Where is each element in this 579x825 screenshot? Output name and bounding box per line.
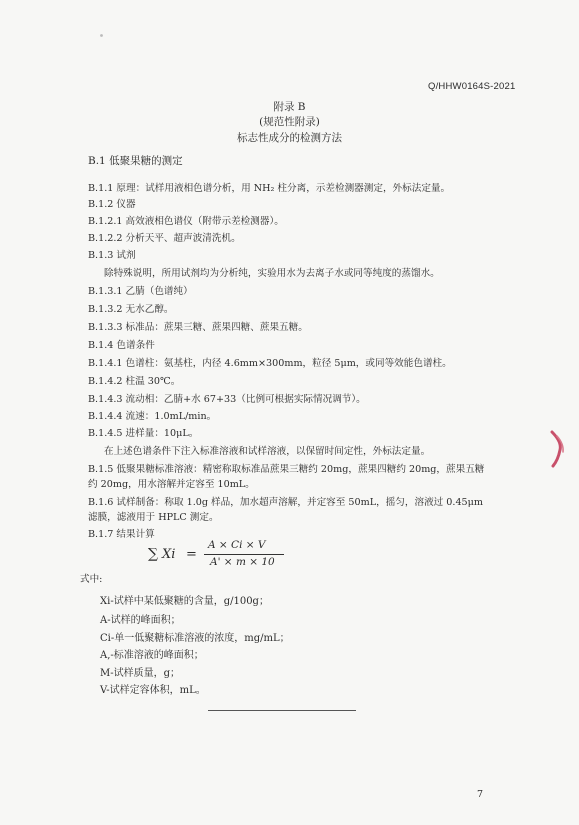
paragraph-line: B.1.5 低聚果糖标准溶液：精密称取标准品蔗果三糖约 20mg，蔗果四糖约 20mg，蔗果五糖 <box>88 464 485 475</box>
paragraph-line: 在上述色谱条件下注入标准溶液和试样溶液，以保留时间定性，外标法定量。 <box>104 446 431 457</box>
sum-symbol: ∑ <box>148 546 158 562</box>
scan-speck <box>99 33 104 38</box>
symbol-definition: Xi-试样中某低聚糖的含量，g/100g； <box>100 596 269 607</box>
paragraph-line: B.1.3.3 标准品：蔗果三糖、蔗果四糖、蔗果五糖。 <box>88 322 308 333</box>
formula-denominator: A' × m × 10 <box>210 556 275 568</box>
end-rule <box>208 710 356 711</box>
paragraph-line: 约 20mg，用水溶解并定容至 10mL。 <box>88 479 255 490</box>
paragraph-line: B.1.4 色谱条件 <box>88 340 155 351</box>
fraction-bar <box>204 554 284 555</box>
symbol-definition: A-试样的峰面积； <box>100 615 181 626</box>
paragraph-line: B.1.4.2 柱温 30℃。 <box>88 376 181 387</box>
binding-mark-icon <box>548 430 566 468</box>
paragraph-line: B.1.7 结果计算 <box>88 529 155 540</box>
page-number: 7 <box>477 789 484 800</box>
paragraph-line: B.1.3.1 乙腈（色谱纯） <box>88 286 193 297</box>
symbol-definition: A,-标准溶液的峰面积； <box>100 650 204 661</box>
result-formula <box>148 539 275 571</box>
paragraph-line: 除特殊说明，所用试剂均为分析纯，实验用水为去离子水或同等纯度的蒸馏水。 <box>104 268 440 279</box>
paragraph-line: B.1.3.2 无水乙醇。 <box>88 304 174 315</box>
paragraph-line: B.1.2 仪器 <box>88 199 136 210</box>
formula-numerator: A × Ci × V <box>208 539 266 551</box>
where-label: 式中: <box>80 574 103 585</box>
symbol-definition: Ci-单一低聚糖标准溶液的浓度，mg/mL； <box>100 633 290 644</box>
paragraph-line: B.1.2.1 高效液相色谱仪（附带示差检测器）。 <box>88 216 284 227</box>
paragraph-line: B.1.4.1 色谱柱：氨基柱，内径 4.6mm×300mm，粒径 5μm，或同等效能色谱柱。 <box>88 358 452 369</box>
appendix-type: (规范性附录) <box>259 116 320 128</box>
appendix-title: 附录 B <box>273 101 306 113</box>
paragraph-line: B.1.4.5 进样量：10μL。 <box>88 428 199 439</box>
standard-number: Q/HHW0164S-2021 <box>428 81 516 92</box>
paragraph-line: B.1.4.4 流速：1.0mL/min。 <box>88 411 217 422</box>
paragraph-line: B.1.3 试剂 <box>88 250 136 261</box>
paragraph-line: B.1.4.3 流动相：乙腈+水 67+33（比例可根据实际情况调节）。 <box>88 394 366 405</box>
paragraph-line: B.1.2.2 分析天平、超声波清洗机。 <box>88 233 241 244</box>
formula-lhs: Xi <box>162 547 176 562</box>
appendix-subject: 标志性成分的检测方法 <box>237 132 342 144</box>
paragraph-line: B.1.6 试样制备：称取 1.0g 样品，加水超声溶解，并定容至 50mL，摇匀，溶液过 0.45μm <box>88 497 483 508</box>
section-heading: B.1 低聚果糖的测定 <box>88 155 183 167</box>
formula-equals: = <box>186 547 197 562</box>
paragraph-line: B.1.1 原理：试样用液相色谱分析，用 NH₂ 柱分离，示差检测器测定，外标法定量。 <box>88 183 451 194</box>
symbol-definition: V-试样定容体积，mL。 <box>100 685 206 696</box>
paragraph-line: 滤膜，滤液用于 HPLC 测定。 <box>88 512 219 523</box>
symbol-definition: M-试样质量，g； <box>100 668 181 679</box>
